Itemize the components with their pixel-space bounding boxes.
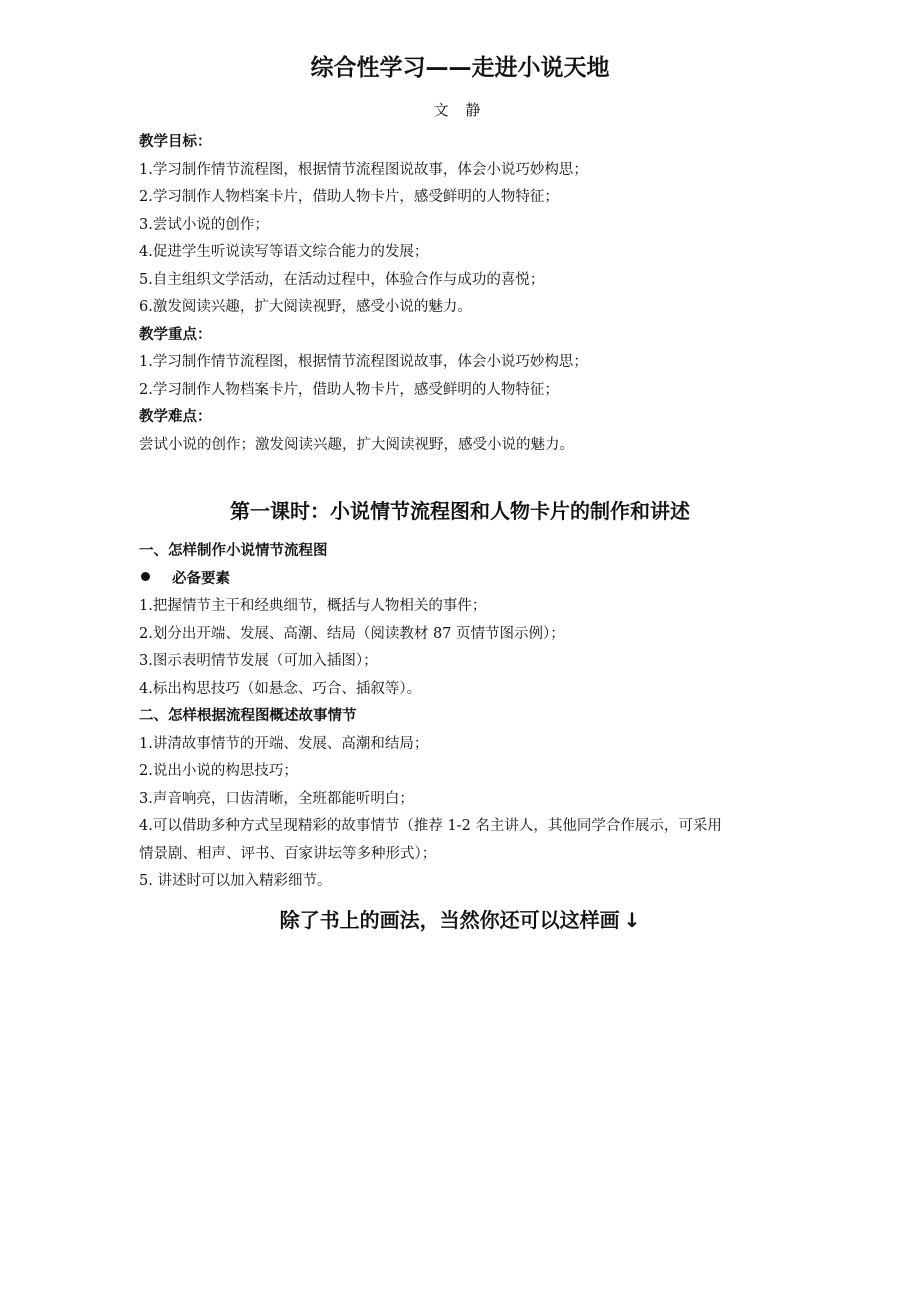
- arrow-down-icon: ↓: [623, 908, 641, 932]
- part2-item: 3.声音响亮，口齿清晰，全班都能听明白；: [139, 790, 414, 807]
- objectives-heading: 教学目标：: [139, 134, 212, 150]
- bullet-dot-icon: [141, 572, 150, 581]
- part2-item-4-line2: 情景剧、相声、评书、百家讲坛等多种形式）；: [139, 845, 437, 862]
- part2-item: 2.说出小说的构思技巧；: [139, 763, 298, 779]
- part2-item: 1.讲清故事情节的开端、发展、高潮和结局；: [139, 735, 429, 752]
- bullet-label: 必备要素: [172, 570, 230, 587]
- author-name: 文 静: [433, 101, 487, 119]
- closing-text: 除了书上的画法，当然你还可以这样画: [279, 908, 620, 932]
- part2-item-4-line1: 4.可以借助多种方式呈现精彩的故事情节（推荐 1-2 名主讲人，其他同学合作展示，可采用: [139, 818, 722, 834]
- closing-line: [0, 903, 920, 937]
- objective-item: 4.促进学生听说读写等语文综合能力的发展；: [139, 244, 429, 260]
- lesson1-title: 第一课时：小说情节流程图和人物卡片的制作和讲述: [230, 499, 690, 523]
- part1-item: 2.划分出开端、发展、高潮、结局（阅读教材 87 页情节图示例）；: [139, 625, 565, 642]
- part1-heading: 一、怎样制作小说情节流程图: [139, 543, 328, 559]
- part1-item: 1.把握情节主干和经典细节，概括与人物相关的事件；: [139, 598, 487, 614]
- part2-item-5: 5. 讲述时可以加入精彩细节。: [139, 873, 332, 889]
- lesson1-body: [139, 538, 799, 896]
- part1-item: 3.图示表明情节发展（可加入插图）；: [139, 653, 378, 669]
- difficulties-text: 尝试小说的创作；激发阅读兴趣，扩大阅读视野，感受小说的魅力。: [139, 436, 574, 453]
- objective-item: 5.自主组织文学活动，在活动过程中，体验合作与成功的喜悦；: [139, 271, 545, 288]
- key-point-item: 2.学习制作人物档案卡片，借助人物卡片，感受鲜明的人物特征；: [139, 381, 559, 398]
- part1-item: 4.标出构思技巧（如悬念、巧合、插叙等）。: [139, 680, 422, 697]
- bullet-item: [139, 566, 799, 594]
- objective-item: 1.学习制作情节流程图，根据情节流程图说故事，体会小说巧妙构思；: [139, 161, 588, 178]
- part2-heading: 二、怎样根据流程图概述故事情节: [139, 708, 357, 724]
- key-points-heading: 教学重点：: [139, 326, 212, 343]
- key-point-item: 1.学习制作情节流程图，根据情节流程图说故事，体会小说巧妙构思；: [139, 354, 588, 370]
- document-title: 综合性学习——走进小说天地: [310, 55, 610, 81]
- objective-item: 2.学习制作人物档案卡片，借助人物卡片，感受鲜明的人物特征；: [139, 189, 559, 205]
- objective-item: 3.尝试小说的创作；: [139, 216, 269, 233]
- teaching-goals-section: [139, 129, 799, 459]
- difficulties-heading: 教学难点：: [139, 409, 212, 425]
- objective-item: 6.激发阅读兴趣，扩大阅读视野，感受小说的魅力。: [139, 299, 472, 315]
